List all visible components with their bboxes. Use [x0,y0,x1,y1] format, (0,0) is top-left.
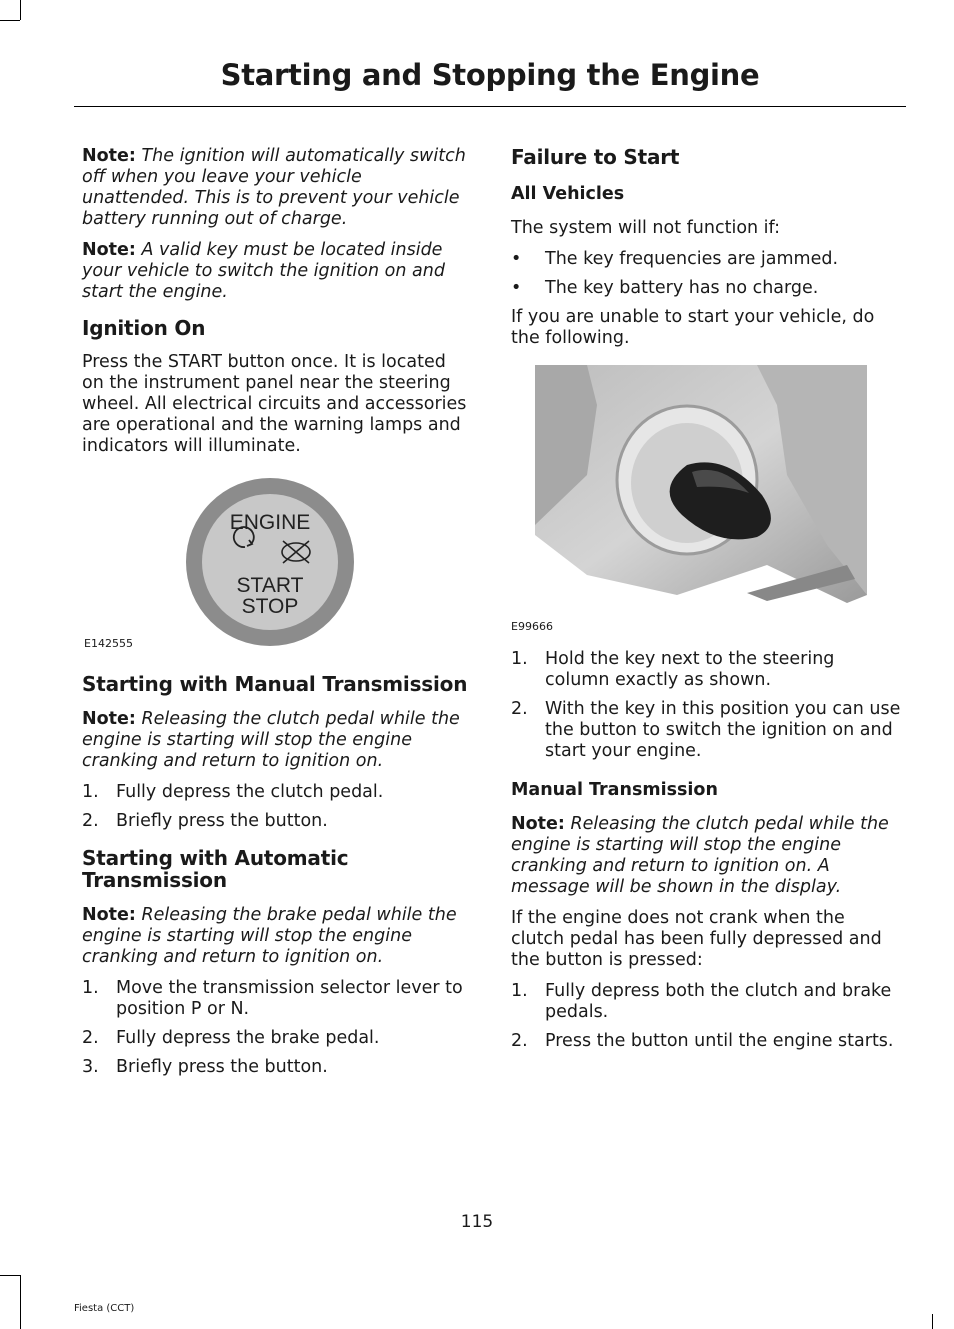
engine-no-crank-text: If the engine does not crank when the clutch pedal has been fully depressed and the button is pressed: [511,908,882,970]
footer-model: Fiesta (CCT) [74,1303,135,1314]
figure-code: E99666 [511,620,553,633]
engine-start-stop-button-illustration [185,477,355,647]
all-vehicles-heading: All Vehicles [511,184,625,204]
note-auto-switch-off: Note: The ignition will automatically switch off when you leave your vehicle unattended. This is to prevent your vehicle battery running out of charge. [82,146,466,229]
failure-conditions-list [511,249,903,299]
failure-to-start-heading: Failure to Start [511,145,680,169]
ignition-on-heading: Ignition On [82,316,206,340]
list-item: • The key battery has no charge. [511,278,819,298]
key-next-to-steering-column-illustration [527,365,867,605]
list-item: 2. With the key in this position you can use the button to switch the ignition on and start your engine. [511,699,901,761]
note-valid-key: Note: A valid key must be located inside your vehicle to switch the ignition on and start the engine. [82,240,445,302]
list-item: 2. Press the button until the engine starts. [511,1031,894,1051]
list-item: 1. Fully depress the clutch pedal. [82,782,384,802]
unable-to-start-text: If you are unable to start your vehicle, do the following. [511,307,875,348]
ignition-on-text: Press the START button once. It is located on the instrument panel near the steering wheel. All electrical circuits and accessories are operational and the warning lamps and indicators will illuminate. [82,352,467,456]
left-column [82,146,472,1086]
crop-mark [932,1314,933,1329]
list-item: 2. Fully depress the brake pedal. [82,1028,380,1048]
start-label: START [236,574,304,597]
list-item: 3. Briefly press the button. [82,1057,328,1077]
system-intro-text: The system will not function if: [511,218,780,238]
engine-label: ENGINE [229,511,311,534]
manual-transmission-heading: Starting with Manual Transmission [82,672,468,696]
automatic-transmission-heading: Starting with Automatic Transmission [82,846,349,892]
page-number: 115 [460,1212,494,1232]
list-item: 2. Briefly press the button. [82,811,328,831]
key-position-figure [511,365,903,633]
crop-mark [0,1275,20,1276]
crop-mark [0,20,20,21]
list-item: 1. Hold the key next to the steering column exactly as shown. [511,649,835,690]
page-title: Starting and Stopping the Engine [220,58,760,92]
note-clutch-release: Note: Releasing the clutch pedal while the engine is starting will stop the engine cranking and return to ignition on. [82,709,460,771]
crop-mark [20,1275,21,1329]
note-brake-release: Note: Releasing the brake pedal while the engine is starting will stop the engine cranking and return to ignition on. [82,905,457,967]
start-button-figure [82,477,472,650]
stop-label: STOP [241,595,299,618]
list-item: 1. Fully depress both the clutch and brake pedals. [511,981,892,1022]
list-item: 1. Move the transmission selector lever to position P or N. [82,978,463,1019]
manual-steps-list [82,782,472,832]
right-column [511,146,903,1060]
automatic-steps-list [82,978,472,1078]
note-clutch-release-message: Note: Releasing the clutch pedal while the engine is starting will stop the engine cranking and return to ignition on. A message will be shown in the display. [511,814,889,897]
title-divider [74,106,906,107]
crop-mark [20,0,21,20]
figure-code: E142555 [84,637,133,650]
manual-transmission-subheading: Manual Transmission [511,780,718,800]
list-item: • The key frequencies are jammed. [511,249,839,269]
crank-steps-list [511,981,903,1052]
key-steps-list [511,649,903,762]
